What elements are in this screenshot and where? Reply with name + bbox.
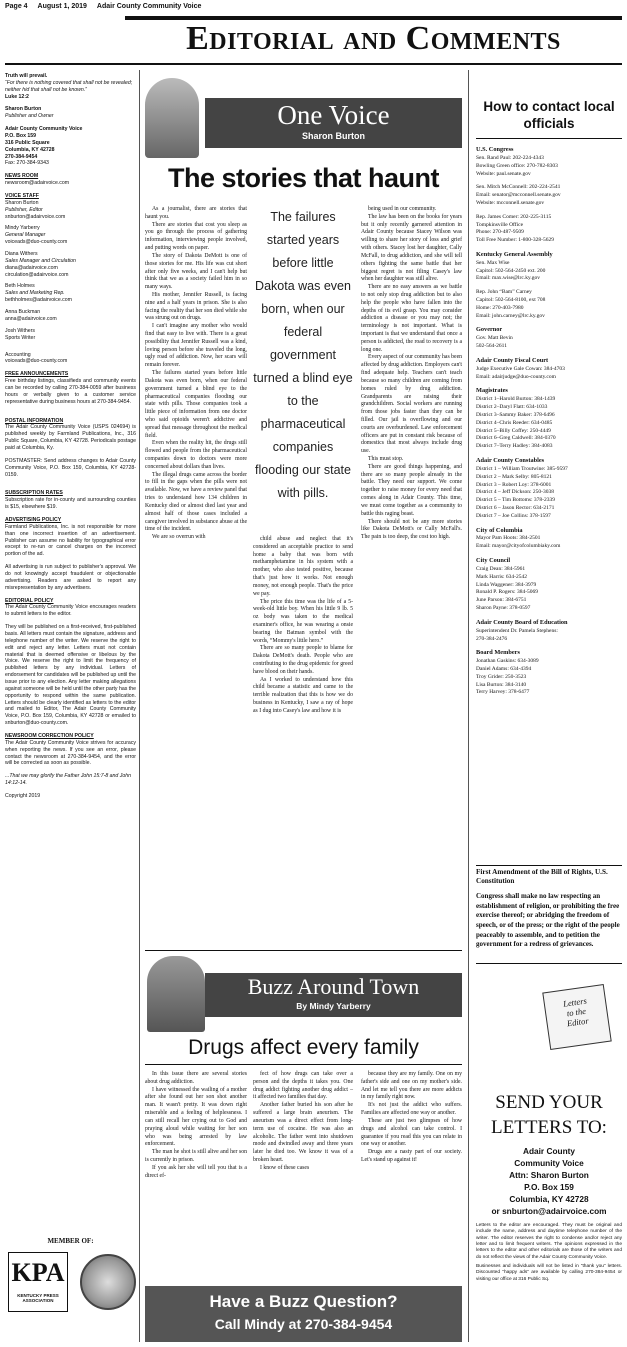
correction-heading: NEWSROOM CORRECTION POLICY bbox=[5, 733, 94, 740]
letters-address-line: P.O. Box 159 bbox=[524, 1182, 574, 1192]
official-line: Sen. Rand Paul: 202-224-4343 bbox=[476, 154, 544, 161]
editorial-col-2 bbox=[253, 536, 353, 716]
letters-note bbox=[476, 1223, 622, 1283]
official-line: Terry Harvey: 378-6477 bbox=[476, 689, 530, 696]
official-line: Website: paul.senate.gov bbox=[476, 170, 531, 177]
kpa-logo-sub: KENTUCKY PRESS ASSOCIATION bbox=[17, 1293, 59, 1303]
free-announcements-text: Free birthday listings, classifieds and community events can be recorded by calling 270-384-0059 after business hours or verbally given to a customer service representative during business hours at 270-384-9454. bbox=[5, 378, 136, 405]
official-line: Mark Harris: 634-2542 bbox=[476, 573, 528, 580]
official-line: Capitol: 502-564-8100, ext 708 bbox=[476, 297, 546, 304]
paragraph: The illegal drugs came across the border to fill in the gaps when the pills were not available. Now, we have a review panel that tries to understand how 134 children in Kentucky died or almost died last year and almost half of those cases included a caregiver involved in substance abuse at the time of the incident. bbox=[145, 471, 247, 533]
paragraph: There are good things happening, and there are so many people already in the battle. They need our support. We come together to raise money for every need that comes along in Adair County. This time, we must come together as a community to battle this raging beast. bbox=[361, 463, 462, 517]
official-line: Capitol: 502-564-2450 ext. 200 bbox=[476, 267, 546, 274]
paragraph: I have witnessed the wailing of a mother after she found out her son shot another man. It wasn't pretty. It was down right miserable and a feeling of helplessness. I can still recall her crying out to God and praying aloud while waiting for her son who was being arrested by law enforcement. bbox=[145, 1086, 247, 1148]
letters-to-editor-badge bbox=[542, 984, 611, 1050]
letters-divider bbox=[468, 1020, 469, 1342]
staff-line: General Manager bbox=[5, 232, 46, 239]
official-line: District 3 – Robert Loy: 378-6001 bbox=[476, 481, 552, 488]
badge-line: to the bbox=[566, 1005, 587, 1019]
official-line: Sen. Max Wise bbox=[476, 259, 510, 266]
official-line: 270-384-2476 bbox=[476, 635, 508, 642]
closing-verse: ...That we may glorify the Father John 15:7-8 and John 14:12-14. bbox=[5, 773, 132, 787]
officials-divider bbox=[468, 70, 469, 1020]
official-line: Jonathan Gaskins: 634-3089 bbox=[476, 658, 539, 665]
letters-address-line: Columbia, KY 42728 bbox=[509, 1194, 589, 1204]
paragraph: His mother, Jennifer Russell, is facing nine and a half years in prison. She is also facing the reality that her son died while she was strung out on drugs. bbox=[145, 291, 247, 322]
staff-line: Beth Holmes bbox=[5, 283, 35, 290]
paragraph: being used in our community. bbox=[368, 206, 437, 212]
buzz-ad bbox=[145, 1286, 462, 1342]
amendment-rule-bottom bbox=[476, 963, 622, 964]
staff-line: Publisher, Editor bbox=[5, 206, 43, 213]
paragraph: We are so overrun with bbox=[152, 534, 206, 541]
editorial-text: The Adair County Community Voice encourages readers to submit letters to the editor. bbox=[5, 604, 136, 618]
letters-note-2: Businesses and individuals will not be listed in “thank you” letters. Discounted “happy ads” are available by calling 270-384-9454 or visiting our office at 316 Public Sq. bbox=[476, 1263, 622, 1282]
staff-line: diana@adairvoice.com bbox=[5, 264, 58, 271]
letters-address bbox=[476, 1145, 622, 1217]
buzz-bar bbox=[205, 973, 462, 1017]
address-line: Adair County Community Voice bbox=[5, 126, 83, 133]
owner-title: Publisher and Owner bbox=[5, 113, 54, 120]
letters-address-line: Attn: Sharon Burton bbox=[509, 1170, 589, 1180]
verse-line-1: Truth will prevail. bbox=[5, 73, 48, 79]
paragraph: fect of how drugs can take over a person and the depths it takes you. One drug addict fighting another drug addict – it affected two families that day. bbox=[253, 1071, 353, 1101]
paragraph: There should not be any more stories like Dakota DeMott's or Cally McFall's. The pain is too deep, the cost too high. bbox=[361, 518, 462, 541]
buzz-headline-rule bbox=[145, 1064, 462, 1065]
official-line: Superintendent Dr. Pamela Stephens: bbox=[476, 627, 558, 634]
officials-group-heading: Adair County Board of Education bbox=[476, 618, 568, 626]
paragraph: I know of these cases bbox=[260, 1164, 310, 1171]
paragraph: If you ask her she will tell you that is a direct ef- bbox=[145, 1164, 247, 1179]
buzz-col-1 bbox=[145, 1071, 247, 1180]
official-line: Tompkinsville Office bbox=[476, 221, 524, 228]
paragraph: Even when the reality hit, the drugs still flowed and people from the pharmaceutical companies down to doctors were more concerned about dollars than lives. bbox=[145, 440, 247, 470]
official-line: Phone: 270-487-9509 bbox=[476, 229, 524, 236]
paragraph: These are just two glimpses of how drugs and alcohol can take control. I guarantee if you read this you can relate in one way or another. bbox=[361, 1117, 462, 1148]
official-line: Judge Executive Gale Cowan: 384-4703 bbox=[476, 365, 565, 372]
paragraph: There are no easy answers as we battle to not only stop drug addiction but to also help the people who have fallen into the depths of its evil grasp. You may consider addiction a disease or you may not; the terminology is not important. What is important is that we understand that once a person is addicted, the road to recovery is a long one. bbox=[361, 284, 462, 353]
address-line: 316 Public Square bbox=[5, 139, 50, 146]
advertising-text-2: All advertising is run subject to publisher's approval. We do not knowingly accept fraudulent or objectionable advertising. Readers are asked to report any misrepresentation by any advertisers. bbox=[5, 564, 136, 591]
staff-heading: VOICE STAFF bbox=[5, 193, 39, 200]
kpa-logo-text: KPA bbox=[11, 1258, 65, 1287]
official-line: Email: mayor@cityofcolumbiaky.com bbox=[476, 543, 561, 550]
official-line: District 6 – Jason Rector: 634-2171 bbox=[476, 504, 555, 511]
official-line: Bowling Green office: 270-782-8303 bbox=[476, 162, 558, 169]
paragraph: I can't imagine any mother who would find that easy to live with. There is a great possibility that Jennifer Russell was a kind, loving person before she traveled the long, ugly road of addiction. Now, her scars will remain forever. bbox=[145, 323, 247, 369]
amendment-text: Congress shall make no law respecting an establishment of religion, or prohibiting the free exercise thereof; or abridging the freedom of speech, or of the press; or the right of the people peaceably to assemble, and to petition the government for a redress of grievances. bbox=[476, 892, 620, 949]
pull-quote: The failures started years before little Dakota was even born, when our federal government turned a blind eye to the pharmaceutical companies flooding our state with pills. bbox=[253, 210, 353, 500]
verse-line-2: “For there is nothing covered that shall not be revealed; bbox=[5, 79, 133, 86]
newsroom-heading: NEWS ROOM bbox=[5, 173, 39, 180]
author-photo-mindy bbox=[147, 956, 205, 1032]
official-line: Toll Free Number: 1-800-328-5629 bbox=[476, 237, 554, 244]
officials-group-heading: U.S. Congress bbox=[476, 146, 514, 153]
one-voice-byline: Sharon Burton bbox=[302, 131, 365, 141]
staff-line: snburton@adairvoice.com bbox=[5, 213, 66, 220]
official-line: Email: adairjudge@duo-county.com bbox=[476, 373, 556, 380]
official-line: Craig Dean: 384-5961 bbox=[476, 565, 526, 572]
page-number: Page 4 bbox=[5, 3, 28, 10]
badge-line: Editor bbox=[566, 1015, 590, 1029]
paragraph: This must stop. bbox=[368, 456, 404, 462]
official-line: District 4 – Jeff Dickson: 250-3038 bbox=[476, 489, 554, 496]
newsroom-email[interactable]: newsroom@adairvoice.com bbox=[5, 180, 70, 187]
editorial-headline: The stories that haunt bbox=[167, 163, 440, 193]
letters-address-line: Adair County bbox=[522, 1146, 576, 1156]
owner-name: Sharon Burton bbox=[5, 106, 42, 113]
buzz-title: Buzz Around Town bbox=[247, 974, 420, 999]
official-line: Email: senator@mcconnell.senate.gov bbox=[476, 192, 561, 199]
seal-icon bbox=[80, 1254, 136, 1310]
staff-line: Accounting bbox=[5, 351, 31, 358]
paragraph: It's not just the addict who suffers. Families are affected one way or another. bbox=[361, 1102, 462, 1117]
address-line: P.O. Box 159 bbox=[5, 133, 37, 140]
editorial-text-2: They will be published on a first-received, first-published basis. All letters must contain the signature, address and telephone number of the writer. We reserve the right to edit and reject any letter. Letters must not contain material that is deemed offensive or libelous by the Voice. We reserve the right to limit the frequency of published letters by any individual. Letters of endorsement for candidates will be published up until the issue prior to any election. Any letter making allegations against someone will be held until the other party has the opportunity to respond within the same publication. Letters should be clearly identified as letters to the editor and mailed to Editor, The Adair County Community Voice, P.O. Box 159, Columbia, KY 42728 or emailed to snburton@duo-county.com. bbox=[5, 624, 136, 727]
author-photo-sharon bbox=[145, 78, 199, 158]
letters-email[interactable]: or snburton@adairvoice.com bbox=[491, 1206, 607, 1216]
officials-rule bbox=[476, 138, 622, 139]
buzz-top-rule bbox=[145, 950, 462, 951]
official-line: Linda Waggener: 384-3979 bbox=[476, 581, 537, 588]
officials-group-heading: City of Columbia bbox=[476, 526, 523, 534]
one-voice-title: One Voice bbox=[277, 100, 390, 130]
amendment-rule bbox=[476, 865, 622, 866]
staff-line: Mindy Yarberry bbox=[5, 225, 40, 232]
correction-text: The Adair County Community Voice strives for accuracy when reporting the news. If you see an error, please contact the newsroom at 270-384-9454, and the error will be corrected as soon as possible. bbox=[5, 739, 136, 767]
advertising-text: Farmland Publications, Inc. is not responsible for more than one incorrect insertion of an advertisement. Publisher can assume no liability for typographical error except to re-run or cancel charges on the incorrect portion of the ad. bbox=[5, 523, 136, 558]
paragraph: Another father buried his son after he suffered a large brain aneurism. The aneurism was a direct effect from long-term use of cocaine. He was also an alcoholic. The father went into shutdown mode and dwindled away and three years later he died too. We know it was of a broken heart. bbox=[253, 1102, 353, 1163]
address-line: 270-384-9454 bbox=[5, 153, 38, 160]
kpa-logo bbox=[8, 1252, 68, 1312]
editorial-col-3 bbox=[361, 206, 462, 542]
official-line: District 1 – William Troutwine: 385-9597 bbox=[476, 465, 568, 472]
buzz-col-2 bbox=[253, 1071, 353, 1173]
staff-line: Sales and Marketing Rep. bbox=[5, 290, 65, 297]
staff-line: Diana Withers bbox=[5, 251, 38, 258]
postmaster-text: POSTMASTER: Send address changes to Adair County Community Voice, P.O. Box 159, Columbia, KY 42728-0159. bbox=[5, 457, 136, 478]
official-line: 502-564-2611 bbox=[476, 343, 507, 350]
officials-group-heading: Kentucky General Assembly bbox=[476, 250, 553, 258]
official-line: Sen. Mitch McConnell: 202-224-2541 bbox=[476, 184, 561, 191]
postal-heading: POSTAL INFORMATION bbox=[5, 417, 64, 424]
officials-list bbox=[476, 146, 622, 697]
buzz-byline: By Mindy Yarberry bbox=[296, 1001, 371, 1011]
subscription-heading: SUBSCRIPTION RATES bbox=[5, 490, 63, 497]
official-line: Sharon Payne: 378-0597 bbox=[476, 604, 531, 611]
paragraph: In this issue there are several stories about drug addiction. bbox=[145, 1071, 247, 1085]
paragraph: The man he shot is still alive and her son is currently in prison. bbox=[145, 1149, 247, 1163]
paragraph: As a journalist, there are stories that haunt you. bbox=[145, 206, 247, 220]
official-line: Troy Grider: 250-3523 bbox=[476, 673, 527, 680]
staff-line: Sharon Burton bbox=[5, 199, 39, 206]
official-line: District 1–Harold Burton: 384-1439 bbox=[476, 396, 556, 403]
official-line: Ronald P. Rogers: 384-5069 bbox=[476, 589, 539, 596]
official-line: District 6–Greg Caldwell: 384-0370 bbox=[476, 435, 556, 442]
paragraph: As I worked to understand how this child became a statistic and came to the terrible realization that this is how we do business in Kentucky, I saw a ray of hope as I dug into Casey's law and how it is bbox=[253, 676, 353, 714]
official-line: Website: mcconnell.senate.gov bbox=[476, 199, 545, 206]
copyright: Copyright 2019 bbox=[5, 793, 41, 800]
free-announcements-heading: FREE ANNOUNCEMENTS bbox=[5, 371, 69, 378]
postal-text: The Adair County Community Voice (USPS 024694) is published weekly by Farmland Publications, Inc., 316 Public Square, Columbia, KY 42728. Periodicals postage paid at Columbia, Ky. bbox=[5, 424, 136, 451]
official-line: District 5–Billy Coffey: 250-4449 bbox=[476, 427, 551, 434]
staff-line: Sports Writer bbox=[5, 334, 36, 341]
paragraph: The failures started years before little Dakota was even born, when our federal government turned a blind eye to the pharmaceutical companies flooding our state with pills. Those companies took a little piece of information from one doctor who said opioids weren't addictive and spread that message throughout the medical field. bbox=[145, 370, 247, 439]
editorial-heading: EDITORIAL POLICY bbox=[5, 597, 54, 604]
paragraph: The price this time was the life of a 5-week-old little boy. When his little 9 lb. 5 oz body was taken to the medical examiner's office, he was wearing a onsie bearing the Batman symbol with the words, “Mommy's little hero.” bbox=[253, 598, 353, 644]
officials-group-heading: Adair County Constables bbox=[476, 457, 545, 464]
member-of: MEMBER OF: bbox=[47, 1237, 94, 1245]
official-line: District 7–Terry Hadley: 384-4083 bbox=[476, 443, 553, 450]
masthead-sidebar bbox=[5, 73, 136, 800]
banner bbox=[125, 16, 622, 56]
sidebar-divider bbox=[139, 70, 140, 1342]
staff-line: voiceads@duo-county.com bbox=[5, 358, 68, 365]
send-letters-title: SEND YOUR LETTERS TO: bbox=[491, 1092, 607, 1138]
buzz-col-3 bbox=[361, 1071, 462, 1165]
official-line: District 2–Daryl Flatt: 634-1033 bbox=[476, 404, 548, 411]
staff-line: voiceads@duo-county.com bbox=[5, 239, 68, 246]
subscription-text: Subscription rate for in-county and surrounding counties is $15, elsewhere $19. bbox=[5, 497, 136, 511]
official-line: Email: max.wise@lrc.ky.gov bbox=[476, 275, 540, 282]
one-voice-bar bbox=[205, 98, 462, 148]
official-line: Gov. Matt Bevin bbox=[476, 335, 513, 342]
official-line: Rep. James Comer: 202-225-3115 bbox=[476, 213, 552, 220]
officials-title: How to contact local officials bbox=[483, 99, 615, 131]
official-line: District 5 – Tim Bottoms: 378-2339 bbox=[476, 497, 555, 504]
staff-line: bethholmes@adairvoice.com bbox=[5, 297, 72, 304]
official-line: District 7 – Joe Collins: 378-1597 bbox=[476, 512, 551, 519]
official-line: June Parson: 384-6751 bbox=[476, 597, 527, 604]
officials-group-heading: Adair County Fiscal Court bbox=[476, 356, 549, 364]
official-line: District 4–Chris Reeder: 634-0485 bbox=[476, 419, 553, 426]
advertising-heading: ADVERTISING POLICY bbox=[5, 516, 62, 523]
staff-list bbox=[5, 200, 136, 365]
official-line: District 2 – Mark Selby: 805-8121 bbox=[476, 473, 552, 480]
staff-line: circulation@adairvoice.com bbox=[5, 271, 69, 278]
paragraph: Drugs are a nasty part of our society. Let's stand up against it! bbox=[361, 1149, 462, 1163]
paragraph: The law has been on the books for years but it only recently garnered attention in Adair County because Stacey Wilson was willing to share her story of loss and grief with others. Stacey lost her daughter, Cally McFall, to drug addiction, and she will tell others fighting the same battle that her biggest regret is not filing Casey's law when her daughter was still alive. bbox=[361, 213, 462, 283]
paragraph: There are stories that cost you sleep as you go through the process of gathering information, interviewing people involved, and putting words on paper. bbox=[145, 221, 247, 252]
paragraph: There are so many people to blame for Dakota DeMott's death. People who are contributing to the drug epidemic for greed have blood on their hands. bbox=[253, 645, 353, 675]
paragraph: because they are my family. One on my father's side and one on my mother's side. And let me tell you there are more addicts in my family right now. bbox=[361, 1071, 462, 1101]
official-line: Home: 270-403-7980 bbox=[476, 304, 524, 311]
paragraph: Every aspect of our community has been affected by drug addiction. Employers can't find adequate help. Teachers can't teach because so many children are coming from homes ruled by drug addiction. Grandparents are raising their grandchildren. Social workers are running from those jobs faster than they can be filled. Our jail is overflowing and our courts are overburdened. Law enforcement officers are put in constant risk because of domestics that most always include drug use. bbox=[361, 354, 462, 455]
staff-line: Anna Buckman bbox=[5, 309, 41, 316]
address-line: Columbia, KY 42728 bbox=[5, 146, 55, 153]
officials-group-heading: Governor bbox=[476, 326, 503, 334]
officials-group-heading: City Council bbox=[476, 557, 511, 565]
staff-line: Sales Manager and Circulation bbox=[5, 257, 76, 264]
editorial-col-1 bbox=[145, 206, 247, 542]
paragraph: The story of Dakota DeMott is one of those stories for me. His life was cut short after only five weeks, and I can't help but think that we as a society failed him in so many ways. bbox=[145, 252, 247, 291]
official-line: District 3–Sammy Baker: 378-6496 bbox=[476, 412, 555, 419]
amendment-heading: First Amendment of the Bill of Rights, U.S. Constitution bbox=[476, 868, 608, 886]
paragraph: child abuse and neglect that it's considered an acceptable practice to send home a baby that was born with methamphetamine in his system with a mother, who also tested positive, because that's just how it works. Not enough money, not enough people. That's the price we pay. bbox=[253, 536, 353, 597]
letters-note-1: Letters to the editor are encouraged. They must be original and include the name, address and daytime telephone number of the writer. The editor reserves the right to condense and/or reject any letter and to limit frequent writers. The opinions expressed in the letters to the editor and other editorials are those of the writers and do not reflect the views of the Adair County Community Voice. bbox=[476, 1223, 622, 1260]
officials-group-heading: Board Members bbox=[476, 649, 520, 657]
official-line: Rep. John “Bam” Carney bbox=[476, 289, 532, 296]
staff-line: anna@adairvoice.com bbox=[5, 315, 57, 322]
official-line: Lisa Burton: 384-3140 bbox=[476, 681, 527, 688]
address-line: Fax: 270-384-9343 bbox=[5, 160, 49, 167]
staff-line: Josh Withers bbox=[5, 327, 35, 334]
official-line: Email: john.carney@lrc.ky.gov bbox=[476, 312, 545, 319]
header-rule bbox=[5, 63, 622, 65]
official-line: Daniel Adams: 634-4394 bbox=[476, 666, 532, 673]
issue-date: August 1, 2019 bbox=[37, 3, 87, 10]
buzz-headline: Drugs affect every family bbox=[188, 1036, 419, 1059]
letters-address-line: Community Voice bbox=[514, 1158, 584, 1168]
verse-ref: Luke 12:2 bbox=[5, 93, 29, 100]
officials-group-heading: Magistrates bbox=[476, 387, 508, 395]
official-line: Mayor Pam Hoots: 384-2501 bbox=[476, 535, 541, 542]
badge-line: Letters bbox=[562, 995, 588, 1009]
buzz-ad-title: Have a Buzz Question? bbox=[209, 1292, 398, 1311]
verse-line-3: neither hid that shall not be known.” bbox=[5, 86, 87, 93]
banner-title: Editorial and Comments bbox=[186, 20, 561, 57]
buzz-ad-phone[interactable]: Call Mindy at 270-384-9454 bbox=[214, 1316, 393, 1332]
page-header bbox=[5, 3, 201, 12]
paper-name: Adair County Community Voice bbox=[96, 3, 202, 10]
